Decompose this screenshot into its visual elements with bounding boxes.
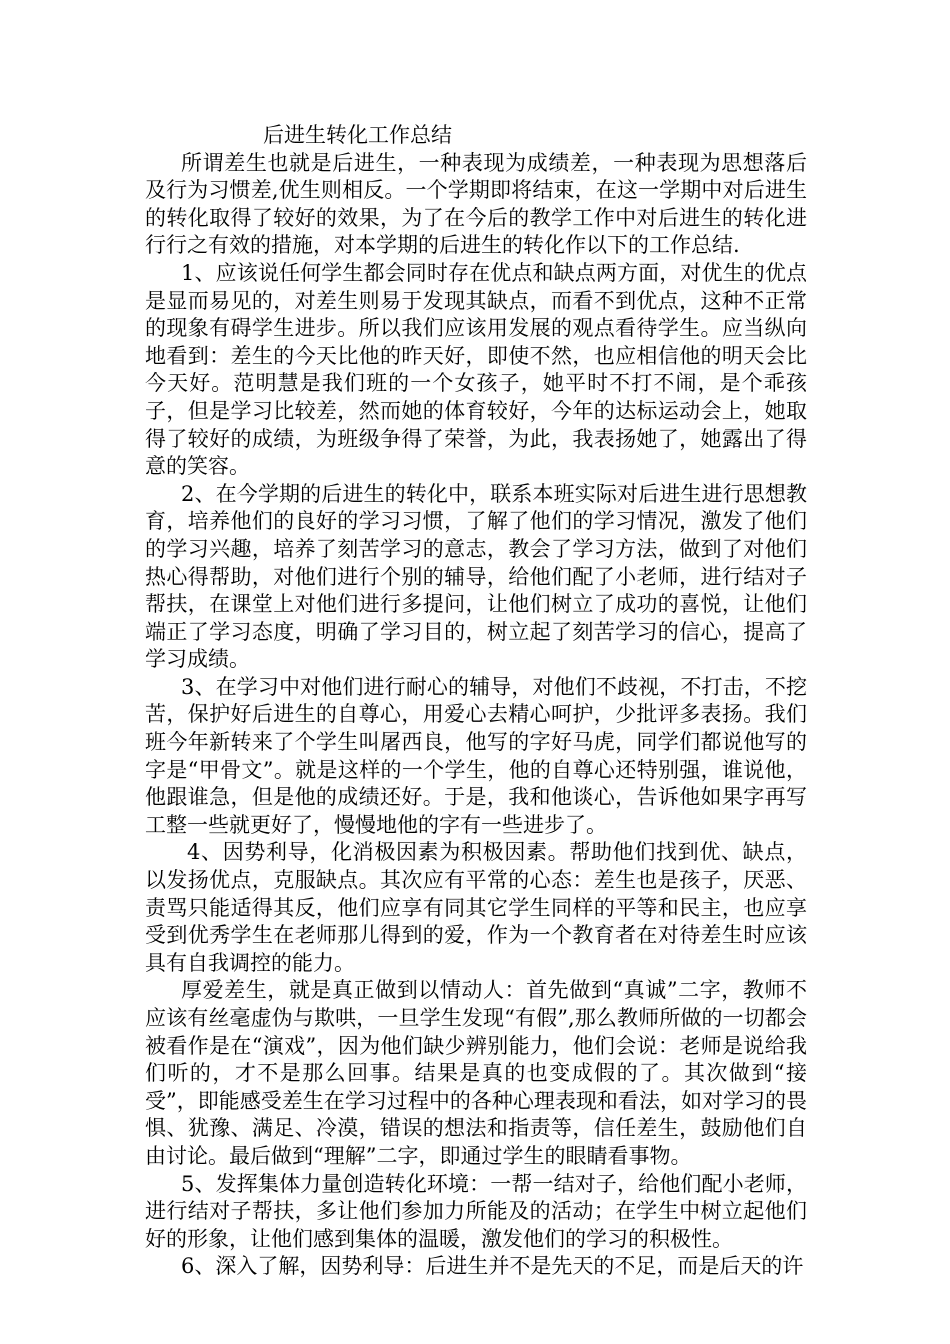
- paragraph-5: 5、发挥集体力量创造转化环境：一帮一结对子，给他们配小老师，进行结对子帮扶，多让他们参加力所能及的活动；在学生中树立起他们好的形象，让他们感到集体的温暖，激发他们的学习的积极性。: [145, 1171, 807, 1251]
- paragraph-4: 4、因势利导，化消极因素为积极因素。帮助他们找到优、缺点，以发扬优点，克服缺点。其次应有平常的心态：差生也是孩子，厌恶、责骂只能适得其反，他们应享有同其它学生同样的平等和民主，也应享受到优秀学生在老师那儿得到的爱，作为一个教育者在对待差生时应该具有自我调控的能力。: [145, 840, 807, 975]
- paragraph-3: 3、在学习中对他们进行耐心的辅导，对他们不歧视，不打击，不挖苦，保护好后进生的自尊心，用爱心去精心呵护，少批评多表扬。我们班今年新转来了个学生叫屠西良，他写的字好马虎，同学们都说他写的字是“甲骨文”。就是这样的一个学生，他的自尊心还特别强，谁说他，他跟谁急，但是他的成绩还好。于是，我和他谈心，告诉他如果字再写工整一些就更好了，慢慢地他的字有一些进步了。: [145, 674, 807, 837]
- document-body: [145, 122, 807, 1281]
- paragraph-2: 2、在今学期的后进生的转化中，联系本班实际对后进生进行思想教育，培养他们的良好的学习习惯，了解了他们的学习情况，激发了他们的学习兴趣，培养了刻苦学习的意志，教会了学习方法，做到了对他们热心得帮助，对他们进行个别的辅导，给他们配了小老师，进行结对子帮扶，在课堂上对他们进行多提问，让他们树立了成功的喜悦，让他们端正了学习态度，明确了学习目的，树立起了刻苦学习的信心，提高了学习成绩。: [145, 481, 807, 672]
- paragraph-6: 6、深入了解，因势利导：后进生并不是先天的不足，而是后天的许: [181, 1254, 804, 1279]
- paragraph-love: 厚爱差生，就是真正做到以情动人：首先做到“真诚”二字，教师不应该有丝毫虚伪与欺哄，一旦学生发现“有假”,那么教师所做的一切都会被看作是在“演戏”，因为他们缺少辨别能力，他们会说：老师是说给我们听的，才不是那么回事。结果是真的也变成假的了。其次做到“接受”，即能感受差生在学习过程中的各种心理表现和看法，如对学习的畏惧、犹豫、满足、冷漠，错误的想法和指责等，信任差生，鼓励他们自由讨论。最后做到“理解”二字，即通过学生的眼睛看事物。: [145, 978, 807, 1168]
- paragraph-1: 1、应该说任何学生都会同时存在优点和缺点两方面，对优生的优点是显而易见的，对差生则易于发现其缺点，而看不到优点，这种不正常的现象有碍学生进步。所以我们应该用发展的观点看待学生。应当纵向地看到：差生的今天比他的昨天好，即使不然，也应相信他的明天会比今天好。范明慧是我们班的一个女孩子，她平时不打不闹，是个乖孩子，但是学习比较差，然而她的体育较好，今年的达标运动会上，她取得了较好的成绩，为班级争得了荣誉，为此，我表扬她了，她露出了得意的笑容。: [145, 260, 807, 479]
- document-title: 后进生转化工作总结: [263, 123, 452, 147]
- intro-paragraph: 所谓差生也就是后进生，一种表现为成绩差，一种表现为思想落后及行为习惯差,优生则相反。一个学期即将结束，在这一学期中对后进生的转化取得了较好的效果，为了在今后的教学工作中对后进生的转化进行行之有效的措施，对本学期的后进生的转化作以下的工作总结.: [145, 150, 807, 258]
